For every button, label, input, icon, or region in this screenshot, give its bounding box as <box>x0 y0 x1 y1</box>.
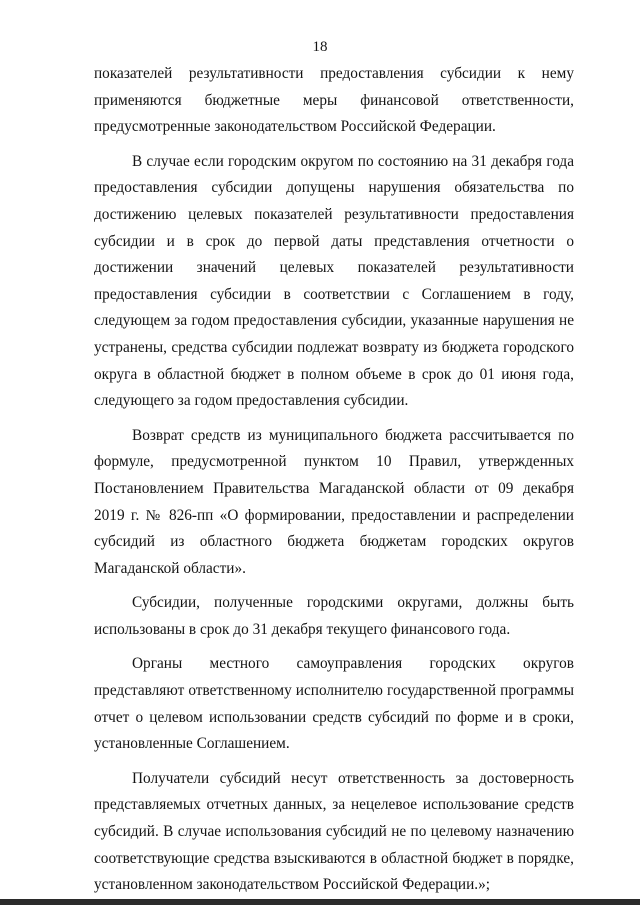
paragraph-violation-return: В случае если городским округом по состоянию на 31 декабря года предоставления субсидии допущены нарушения обязательства по достижению целевых показателей результативности предоставления субсидии и в срок до первой даты представления отчетности о достижении значений целевых показателей результативности предоставления субсидии в соответствии с Соглашением в году, следующем за годом предоставления субсидии, указанные нарушения не устранены, средства субсидии подлежат возврату из бюджета городского округа в областной бюджет в полном объеме в срок до 01 июня года, следующего за годом предоставления субсидии. <box>94 152 574 410</box>
paragraph-responsibility: Получатели субсидий несут ответственность за достоверность представляемых отчетных данных, за нецелевое использование средств субсидий. В случае использования субсидий не по целевому назначению соответствующие средства взыскиваются в областной бюджет в порядке, установленном законодательством Российской Федерации.»; <box>94 769 574 894</box>
document-body <box>94 61 574 899</box>
scan-bottom-edge <box>0 899 640 905</box>
paragraph-continuation: показателей результативности предоставления субсидии к нему применяются бюджетные меры финансовой ответственности, предусмотренные законодательством Российской Федерации. <box>94 65 574 136</box>
paragraph-return-formula: Возврат средств из муниципального бюджета рассчитывается по формуле, предусмотренной пунктом 10 Правил, утвержденных Постановлением Правительства Магаданской области от 09 декабря 2019 г. № 826-пп «О формировании, предоставлении и распределении субсидий из областного бюджета бюджетам городских округов Магаданской области». <box>94 426 574 577</box>
paragraph-usage-deadline: Субсидии, полученные городскими округами, должны быть использованы в срок до 31 декабря текущего финансового года. <box>94 594 574 638</box>
paragraph-reporting: Органы местного самоуправления городских округов представляют ответственному исполнителю государственной программы отчет о целевом использовании средств субсидий по форме и в сроки, установленные Соглашением. <box>94 655 574 753</box>
page-number: 18 <box>312 39 328 55</box>
